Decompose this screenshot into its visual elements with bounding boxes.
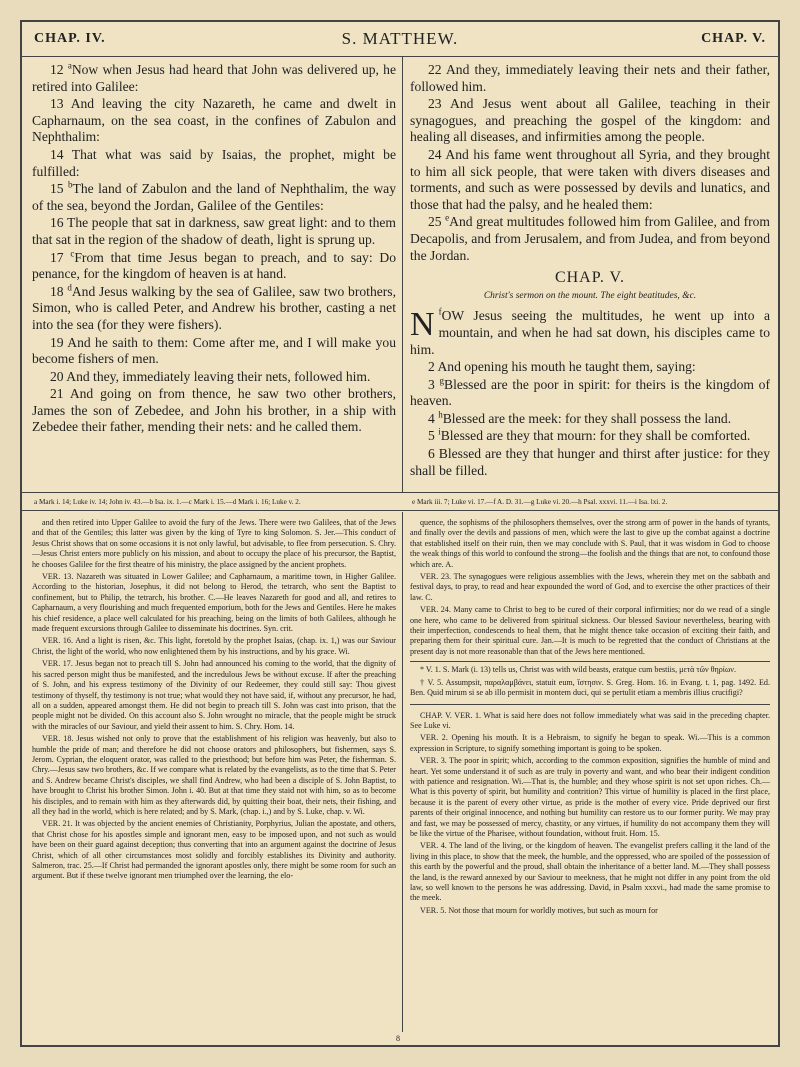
drop-cap: N: [410, 306, 435, 344]
verse-number: 17: [50, 249, 64, 265]
verse-number: 4: [428, 410, 435, 426]
verse-3: [410, 377, 770, 410]
verse-5: [410, 428, 770, 445]
verse-number: 6: [428, 446, 435, 462]
verse-1: [410, 308, 770, 358]
verse-marker: h: [438, 409, 443, 420]
verse-number: 12: [50, 62, 64, 77]
verse-number: 21: [50, 386, 64, 402]
running-header: [22, 22, 778, 57]
verse-number: 14: [50, 146, 64, 162]
header-chapter-right: CHAP. V.: [701, 31, 766, 46]
left-scripture-column: [32, 62, 396, 437]
verse-text: Now when Jesus had heard that John was delivered up, he retired into Galilee:: [32, 62, 396, 94]
verse-marker: b: [68, 179, 73, 190]
commentary-paragraph: VER. 16. And a light is risen, &c. This light, foretold by the prophet Isaias, (chap. ix. 1,) was our Saviour Christ, the light of the world, who now enlightened them by his instructions, and by his grace. Wi.: [32, 636, 396, 656]
verse-text: And his fame went throughout all Syria, and they brought to him all sick people, that were taken with divers diseases and torments, and such as were possessed by devils and lunatics, and those that had the palsy, and he healed them:: [410, 146, 770, 212]
page: [20, 20, 780, 1047]
verse-24: [410, 147, 770, 213]
verse-text: And great multitudes followed him from Galilee, and from Decapolis, and from Jerusalem, and from Judea, and from beyond the Jordan.: [410, 214, 770, 263]
verse-text: Blessed are the poor in spirit: for theirs is the kingdom of heaven.: [410, 376, 770, 409]
verse-4: [410, 411, 770, 428]
verse-number: 15: [50, 181, 64, 197]
commentary-left: [32, 518, 396, 884]
verse-marker: d: [67, 282, 72, 293]
verse-number: 23: [428, 96, 442, 112]
commentary-paragraph: VER. 13. Nazareth was situated in Lower Galilee; and Capharnaum, a maritime town, in Higher Galilee. According to the historian, Josephus, it did not belong to Herod, the tetrarch, who sent the Baptist to confinement, but to Philip, the tetrarch, his brother. C.—He leaves Nazareth for good and all, and retires to Capharnaum, a very flourishing and much frequented emporium, both for the Jews and Gentiles. Here he makes his chief residence, a place well calculated for his preaching, being on the limits of both Galilees, although he made frequent excursions through Galilee to disseminate his doctrines. Syn. crit.: [32, 572, 396, 634]
header-title: S. MATTHEW.: [341, 29, 459, 48]
verse-marker: f: [438, 306, 442, 317]
verse-21: [32, 386, 396, 436]
verse-text: And Jesus went about all Galilee, teaching in their synagogues, and preaching the gospel of the kingdom: and healing all diseases, and infirmities among the people.: [410, 96, 770, 145]
commentary-paragraph: VER. 18. Jesus wished not only to prove that the establishment of his religion was heavenly, but also to humble the pride of man; and therefore he did not choose orators and philosophers, but fishermen, says S. Jerom. Cyprian, the eloquent orator, was called to the priesthood; but before him was Peter, the fisherman. S. Chry.—Jesus saw two brothers, &c. If we compare what is related by the evangelists, as to the time that S. Peter and S. Andrew became Christ's disciples, we shall find Andrew, who had been a disciple of S. John Baptist, to have brought to Christ his brother Simon. John i. 40. But at that time they staid not with him, so as to become his disciples, and to remain with him as they afterwards did, by quitting their boat, their nets, their fishing, and all they had in the world, which is here related; and by S. Mark, (chap. i.,) and by S. Luke, chap. v. Wi.: [32, 734, 396, 816]
verse-25: [410, 214, 770, 264]
verse-text: Blessed are the meek: for they shall possess the land.: [442, 410, 732, 426]
verse-text: And going on from thence, he saw two other brothers, James the son of Zebedee, and John his brother, in a ship with Zebedee their father, mending their nets: and he called them.: [32, 386, 396, 435]
verse-marker: a: [67, 60, 72, 71]
verse-marker: e: [445, 212, 450, 223]
verse-marker: i: [438, 426, 441, 437]
verse-number: 13: [50, 96, 64, 112]
chapter-summary: Christ's sermon on the mount. The eight beatitudes, &c.: [483, 290, 697, 301]
verse-number: 3: [428, 376, 435, 392]
references-right: e Mark iii. 7; Luke vi. 17.—f A. D. 31.—g Luke vi. 20.—h Psal. xxxvi. 11.—i Isa. lxi. 2.: [412, 498, 668, 506]
verse-number: 18: [50, 283, 64, 299]
commentary-paragraph: VER. 4. The land of the living, or the kingdom of heaven. The evangelist prefers calling it the land of the living in this place, to show that the meek, the humble, and the oppressed, who are spoiled of the possession of this earth by the powerful and the proud, shall obtain the inheritance of a better land. M.—They shall possess the land, is the reward annexed by our Saviour to meekness, that he might not differ in any point from the old law, so well known to the persons he was addressing. David, in Psalm xxxvi., had made the same promise to the meek.: [410, 841, 770, 903]
verse-text: And they, immediately leaving their nets and their father, followed him.: [410, 62, 770, 94]
footnote: † V. 5. Assumpsit, παραλαμβάνει, statuit eum, ἵστησιν. S. Greg. Hom. 16. in Evang. t. 1, pag. 1492. Ed. Ben. Quid mirum si se ab illo permisit in montem duci, qui se pertulit etiam a membris illius crucifigi?: [410, 677, 770, 698]
verse-number: 22: [428, 62, 442, 77]
verse-16: [32, 215, 396, 248]
commentary-paragraph: VER. 5. Not those that mourn for worldly motives, but such as mourn for: [420, 905, 658, 915]
verse-number: 25: [428, 214, 442, 230]
commentary-divider: [402, 512, 403, 1032]
verse-number: 20: [50, 368, 64, 384]
verse-text: The people that sat in darkness, saw great light: and to them that sat in the region of the shadow of death, light is sprung up.: [32, 215, 397, 247]
verse-number: 16: [50, 215, 64, 231]
commentary-paragraph: VER. 24. Many came to Christ to beg to be cured of their corporal infirmities; nor do we read of a single one here, who came to be delivered from spiritual sickness. Our blessed Saviour nevertheless, bearing with their imperfection, condescends to heal them, that he might thence take occasion of exciting their faith, and preparing them for their spiritual cure. Jan.—It is much to be regretted that the conduct of Christians at the present day is not more reasonable than that of the Jews here mentioned.: [410, 605, 770, 656]
column-divider: [402, 56, 403, 493]
commentary-paragraph: VER. 2. Opening his mouth. It is a Hebraism, to signify he began to speak. Wi.—This is a common expression in Scripture, to signify something important is going to be spoken.: [410, 733, 770, 753]
verse-20: [32, 369, 396, 386]
commentary-paragraph: quence, the sophisms of the philosophers themselves, over the strong arm of power in the hands of tyrants, and finally over the devils and passions of men, which were the last to give up the combat against a doctrine that established itself on their ruin, then we may conclude with S. Paul, that it was wisdom in God to choose the weak things of this world to confound the strong—the foolish and the things that are not, to confound those which are. A.: [410, 518, 770, 569]
verse-23: [410, 96, 770, 146]
verse-text: And they, immediately leaving their nets, followed him.: [66, 368, 371, 384]
verse-number: 2: [428, 359, 435, 375]
verse-text: And opening his mouth he taught them, saying:: [437, 359, 696, 375]
verse-text: OW Jesus seeing the multitudes, he went up into a mountain, and when he had sat down, his disciples came to him.: [410, 308, 770, 357]
verse-22: [410, 62, 770, 95]
verse-text: And he saith to them: Come after me, and I will make you become fishers of men.: [32, 334, 396, 367]
commentary-right: [410, 518, 770, 918]
commentary-paragraph: VER. 3. The poor in spirit; which, according to the common exposition, signifies the humble of mind and heart. Yet some understand it of such as are truly in poverty and want, and who bear their indigent condition with patience and resignation. Wi.—That is, the humble; and they whose spirit is not set upon riches. Ch.—What is this poverty of spirit, but humility and contrition? This virtue of humility is placed in the first place, because it is the parent of every other virtue, as pride is the mother of every vice. Pride deprived our first parents of their original innocence, and nothing but humility can restore us to our former purity. We may pray and fast, we may be possessed of mercy, chastity, or any virtues, if humility do not accompany them they will be like the virtue of the Pharisee, without foundation, without fruit. Hom. 15.: [410, 756, 770, 838]
footnote: * V. 1. S. Mark (i. 13) tells us, Christ was with wild beasts, eratque cum bestiis, μετὰ τῶν θηρίων.: [420, 665, 736, 675]
verse-2: [410, 359, 770, 376]
verse-13: [32, 96, 396, 146]
header-chapter-left: CHAP. IV.: [34, 31, 106, 46]
verse-number: 24: [428, 146, 442, 162]
references-left: a Mark i. 14; Luke iv. 14; John iv. 43.—b Isa. ix. 1.—c Mark i. 15.—d Mark i. 16; Luke v. 2.: [34, 498, 301, 506]
verse-text: And Jesus walking by the sea of Galilee, saw two brothers, Simon, who is called Peter, and Andrew his brother, casting a net into the sea (for they were fishers).: [32, 283, 396, 332]
verse-15: [32, 181, 396, 214]
verse-text: From that time Jesus began to preach, and to say: Do penance, for the kingdom of heaven is at hand.: [32, 249, 396, 282]
verse-6: [410, 446, 770, 479]
commentary-paragraph: VER. 17. Jesus began not to preach till S. John had announced his coming to the world, that the dignity of his sacred person might thus be manifested, and the incredulous Jews be without excuse. If after the preaching of S. John, and his express testimony of the Divinity of our Redeemer, they could still say: Thou givest testimony of thyself, thy testimony is not true; what would they not have said, if, without any precursor, he had, all on a sudden, appeared amongst them. He did not begin to preach till S. John was cast into prison, that the people might not be divided. On this account also S. John wrought no miracle, that the people might be struck with the miracles of our Saviour, and yield their assent to him. S. Chry. Hom. 14.: [32, 659, 396, 731]
verse-18: [32, 284, 396, 334]
chapter-heading: CHAP. V.: [554, 269, 626, 287]
references-bottom-rule: [22, 510, 778, 511]
verse-text: Blessed are they that hunger and thirst after justice: for they shall be filled.: [410, 446, 770, 478]
verse-19: [32, 335, 396, 368]
footnotes: [410, 661, 770, 704]
verse-text: Blessed are they that mourn: for they shall be comforted.: [440, 428, 751, 444]
scripture-bottom-rule: [22, 492, 778, 493]
verse-17: [32, 250, 396, 283]
verse-text: That what was said by Isaias, the prophet, might be fulfilled:: [32, 146, 397, 179]
verse-14: [32, 147, 396, 180]
verse-text: The land of Zabulon and the land of Nephthalim, the way of the sea, beyond the Jordan, Galilee of the Gentiles:: [32, 181, 396, 213]
verse-marker: g: [439, 375, 445, 386]
commentary-paragraph: and then retired into Upper Galilee to avoid the fury of the Jews. There were two Galilees, that of the Jews and that of the Gentiles; this latter was given by the king of Tyre to king Solomon. S. Jer.—This conduct of Jesus Christ shows that on some occasions it is not only lawful, but advisable, to flee from persecution. S. Chry.—Jesus Christ enters more publicly on his mission, and about to occupy the place of his precursor, the Baptist, he chooses Galilee for the first theatre of his ministry, the place assigned by the ancient prophets.: [32, 518, 396, 569]
verse-marker: c: [70, 248, 75, 258]
commentary-paragraph: CHAP. V. VER. 1. What is said here does not follow immediately what was said in the preceding chapter. See Luke vi.: [410, 710, 770, 730]
verse-number: 5: [428, 428, 435, 444]
page-mark: 8: [396, 1034, 400, 1043]
right-scripture-column: [410, 62, 770, 480]
verse-12: [32, 62, 396, 95]
commentary-paragraph: VER. 21. It was objected by the ancient enemies of Christianity, Porphyrius, Julian the apostate, and others, that Christ chose for his apostles simple and ignorant men, easy to be imposed upon, and not such as would have been on their guard against deception; thus converting that into an argument against the doctrine of Jesus Christ, which of all other circumstances most solidly and forcibly establishes its Divinity and authority. Salmeron, trac. 25.—If Christ had permanded the ignorant apostles only, there might be some room for such an argument. But if these twelve ignorant men triumphed over the learning, the elo-: [32, 819, 396, 881]
verse-text: And leaving the city Nazareth, he came and dwelt in Capharnaum, on the sea coast, in the confines of Zabulon and Nephthalim:: [32, 96, 396, 145]
commentary-paragraph: VER. 23. The synagogues were religious assemblies with the Jews, wherein they met on the sabbath and festival days, to pray, to read and hear expounded the word of God, and to exercise the other practices of their law. C.: [410, 572, 770, 602]
verse-number: 19: [50, 334, 64, 350]
